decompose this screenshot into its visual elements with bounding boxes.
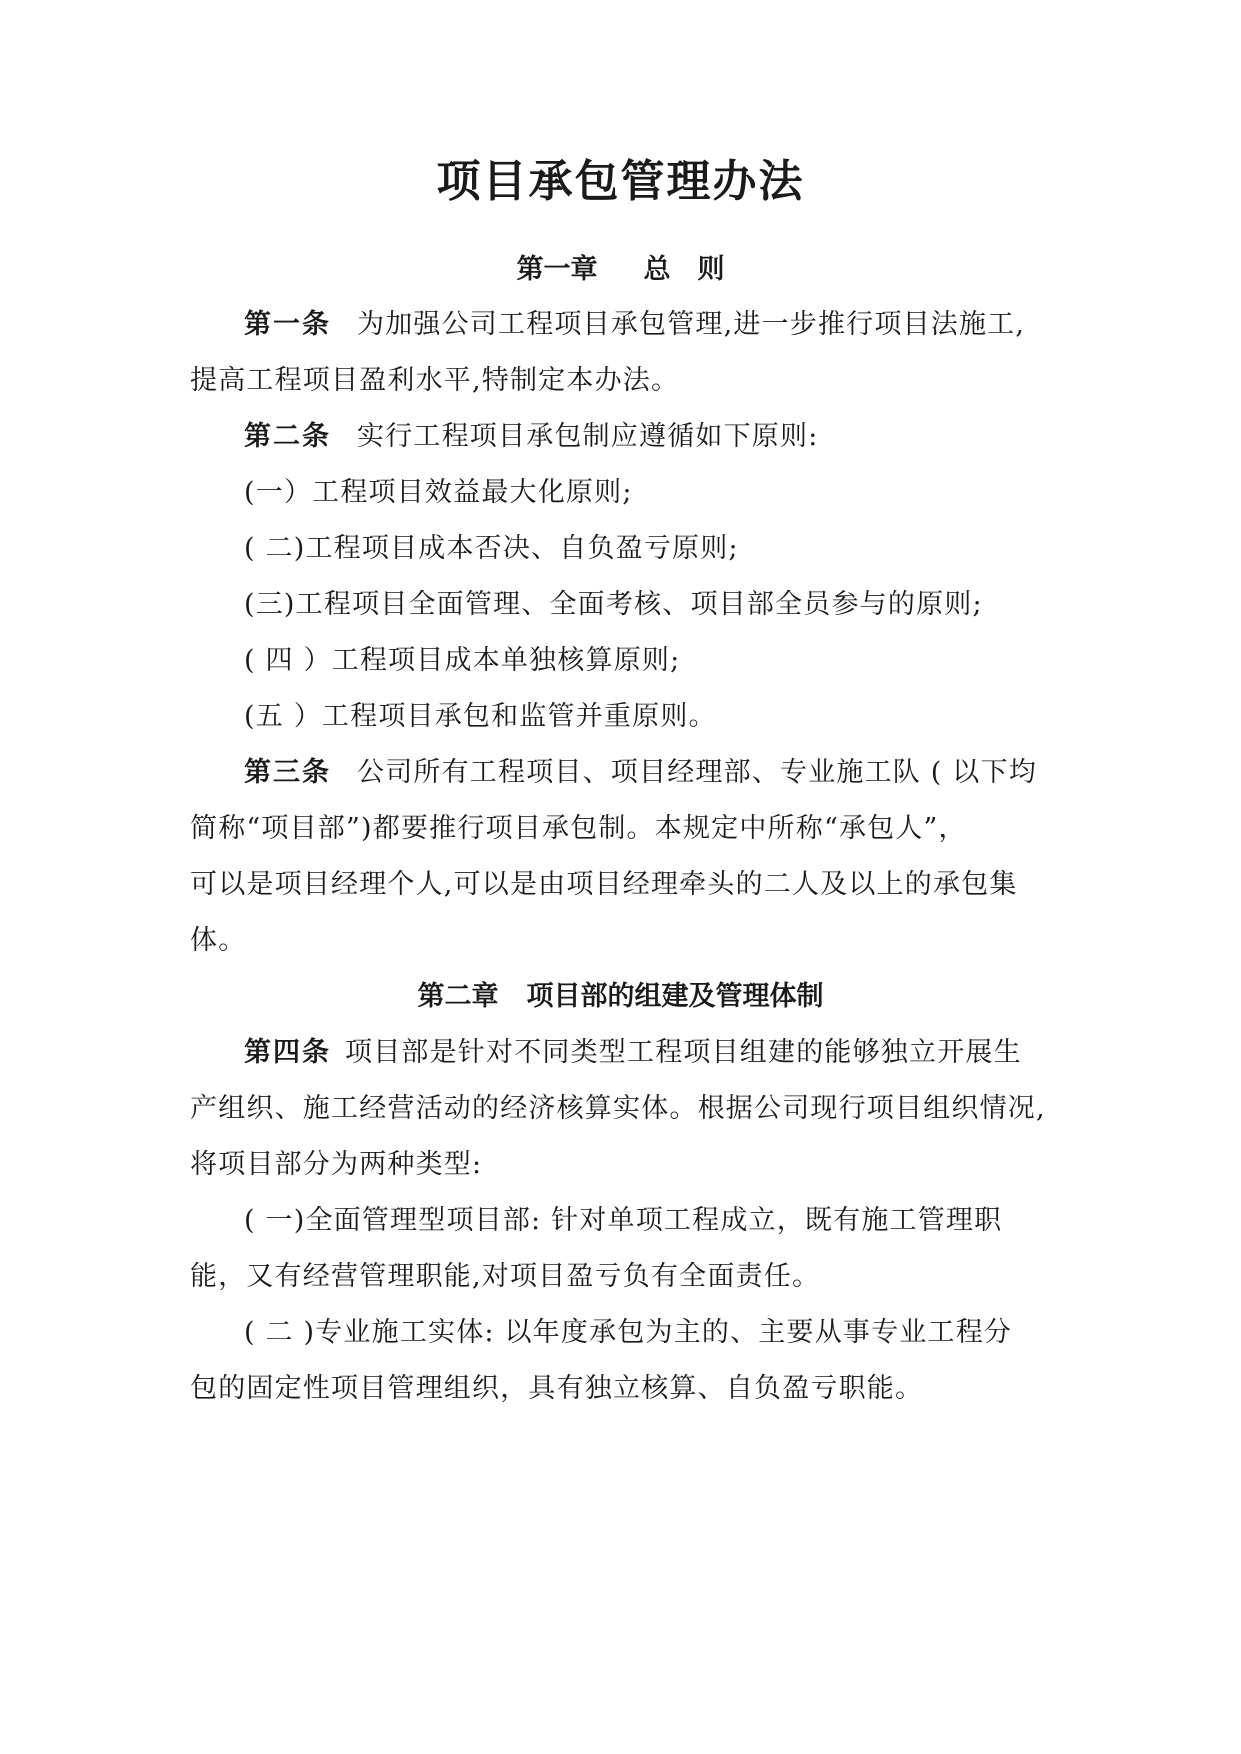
article-4-item-1-line-1: ( 一)全面管理型项目部: 针对单项工程成立，既有施工管理职 bbox=[244, 1205, 1003, 1236]
article-4-item-1-line-2: 能，又有经营管理职能,对项目盈亏负有全面责任。 bbox=[190, 1261, 821, 1292]
article-3-label: 第三条 bbox=[244, 757, 331, 788]
article-1-label: 第一条 bbox=[244, 309, 331, 340]
article-1-text-1: 为加强公司工程项目承包管理,进一步推行项目法施工, bbox=[357, 309, 1026, 340]
article-3-line-4: 体。 bbox=[190, 925, 247, 956]
article-4-line-1 bbox=[244, 1033, 1124, 1073]
chapter-1-heading bbox=[0, 250, 1241, 290]
chapter-2-label: 第二章 bbox=[417, 981, 499, 1012]
chapter-1-label: 第一章 bbox=[516, 254, 598, 285]
article-3-text-1: 公司所有工程项目、项目经理部、专业施工队 ( 以下均 bbox=[357, 757, 1037, 788]
article-3-line-2: 简称“项目部”)都要推行项目承包制。本规定中所称“承包人”， bbox=[190, 813, 967, 844]
article-2-text-1: 实行工程项目承包制应遵循如下原则: bbox=[357, 421, 819, 452]
chapter-2-name: 项目部的组建及管理体制 bbox=[526, 981, 824, 1012]
article-4-line-2: 产组织、施工经营活动的经济核算实体。根据公司现行项目组织情况, bbox=[190, 1093, 1046, 1124]
article-2-item-1: (一）工程项目效益最大化原则; bbox=[244, 477, 633, 508]
chapter-2-heading bbox=[0, 977, 1241, 1017]
article-3-line-3: 可以是项目经理个人,可以是由项目经理牵头的二人及以上的承包集 bbox=[190, 869, 1018, 900]
article-2-item-5: (五 ）工程项目承包和监管并重原则。 bbox=[244, 701, 717, 732]
article-1-line-2: 提高工程项目盈利水平,特制定本办法。 bbox=[190, 365, 680, 396]
article-4-text-1: 项目部是针对不同类型工程项目组建的能够独立开展生 bbox=[345, 1037, 1022, 1068]
article-2-item-3: (三)工程项目全面管理、全面考核、项目部全员参与的原则; bbox=[244, 589, 983, 620]
article-4-line-3: 将项目部分为两种类型: bbox=[190, 1149, 483, 1180]
article-4-item-2-line-2: 包的固定性项目管理组织，具有独立核算、自负盈亏职能。 bbox=[190, 1373, 924, 1404]
article-3-line-1 bbox=[244, 753, 1124, 793]
chapter-1-name: 总 则 bbox=[643, 254, 725, 285]
document-title: 项目承包管理办法 bbox=[436, 156, 805, 207]
article-1-line-1 bbox=[244, 305, 1124, 345]
article-4-label: 第四条 bbox=[244, 1037, 331, 1068]
article-2-label: 第二条 bbox=[244, 421, 331, 452]
article-2-item-2: ( 二)工程项目成本否决、自负盈亏原则; bbox=[244, 533, 739, 564]
article-2-item-4: ( 四 ）工程项目成本单独核算原则; bbox=[244, 645, 681, 676]
article-2-line-1 bbox=[244, 417, 1124, 457]
article-4-item-2-line-1: ( 二 )专业施工实体: 以年度承包为主的、主要从事专业工程分 bbox=[244, 1317, 1013, 1348]
